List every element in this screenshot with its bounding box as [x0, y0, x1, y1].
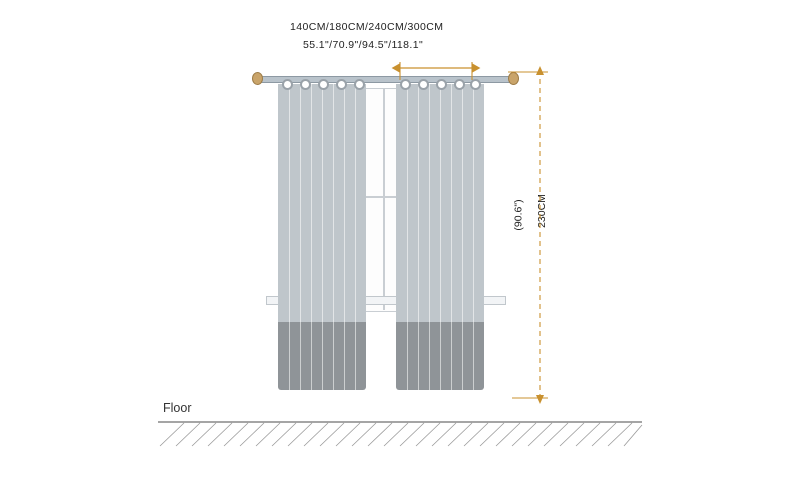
grommet [318, 79, 329, 90]
height-dimension-cm-label: 230CM [535, 194, 548, 228]
grommet [454, 79, 465, 90]
height-dimension-inch-label: (90.6") [512, 199, 525, 231]
grommet [418, 79, 429, 90]
floor-hatching [158, 422, 642, 446]
height-dimension-line [508, 66, 548, 404]
width-dimension-cm-label: 140CM/180CM/240CM/300CM [290, 21, 444, 33]
floor-label: Floor [163, 401, 192, 415]
grommet [282, 79, 293, 90]
rod-finial-right [508, 72, 519, 85]
rod-finial-left [252, 72, 263, 85]
arrow-up-icon [536, 66, 544, 75]
curtain-panel-left [278, 84, 366, 390]
width-dimension-inch-label: 55.1"/70.9"/94.5"/118.1" [303, 39, 424, 51]
window-mullion [383, 88, 385, 310]
curtain-panel-right [396, 84, 484, 390]
grommet [336, 79, 347, 90]
arrow-down-icon [536, 395, 544, 404]
grommet [436, 79, 447, 90]
grommet [354, 79, 365, 90]
grommet [400, 79, 411, 90]
grommet [470, 79, 481, 90]
grommet [300, 79, 311, 90]
